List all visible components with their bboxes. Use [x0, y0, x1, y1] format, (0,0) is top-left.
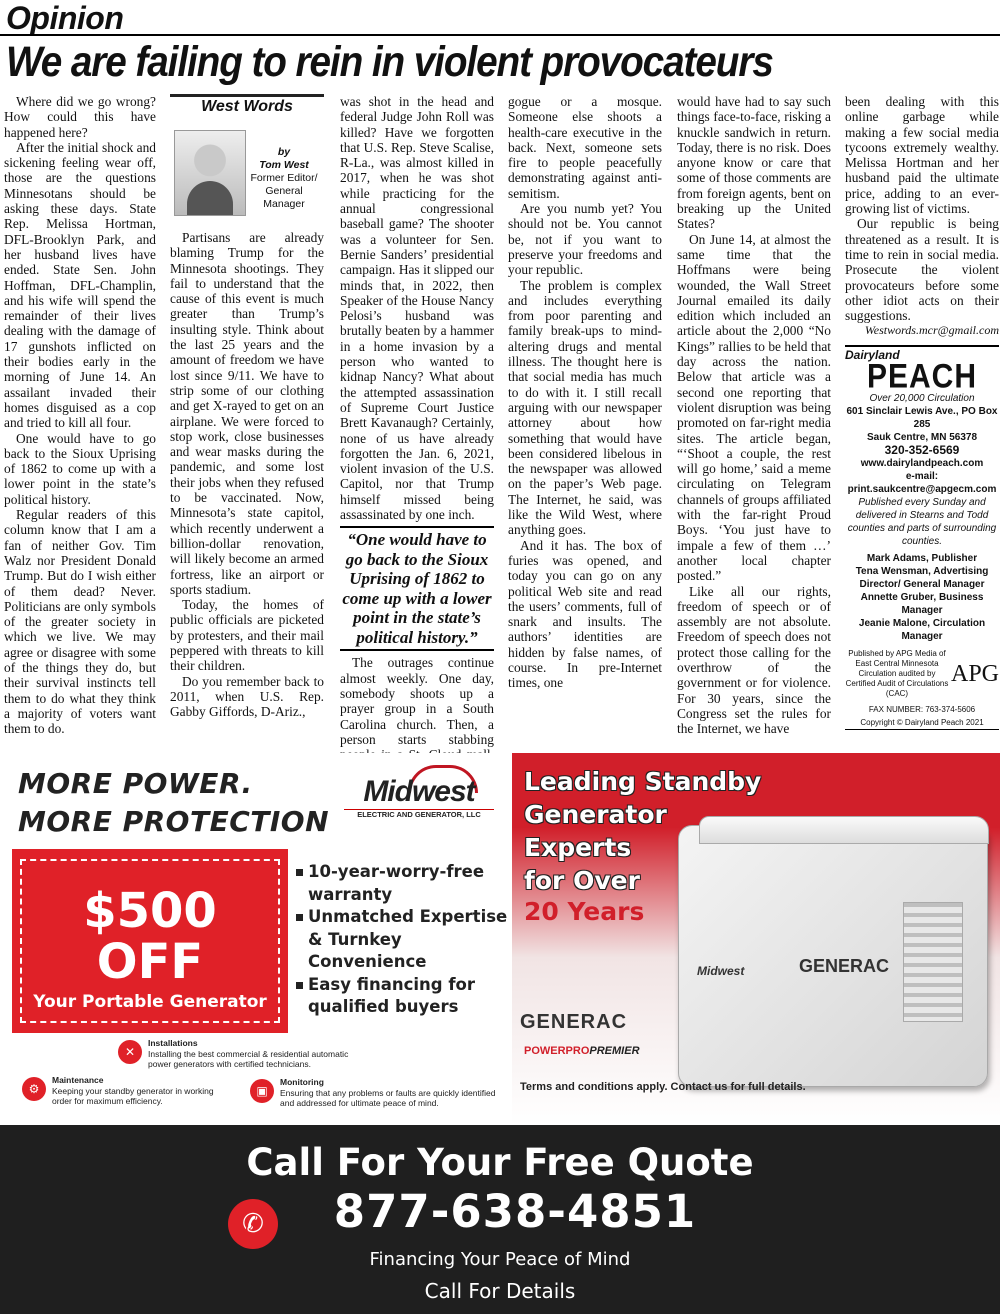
ad-left-panel — [0, 753, 512, 1125]
cta-phone[interactable]: 877-638-4851 — [333, 1185, 697, 1238]
cta-title: Call For Your Free Quote — [246, 1141, 754, 1184]
cta-financing: Financing Your Peace of Mind — [369, 1249, 631, 1270]
feature-monitoring — [250, 1077, 500, 1109]
feature-title: Monitoring — [280, 1077, 324, 1087]
website[interactable]: www.dairylandpeach.com — [860, 457, 984, 469]
staff-advertising: Tena Wensman, Advertising Director/ General Manager — [855, 565, 989, 590]
brand-sub: ELECTRIC AND GENERATOR, LLC — [344, 809, 494, 819]
ad-right-panel — [512, 753, 1000, 1125]
author-role: Former Editor/ General Manager — [250, 172, 318, 210]
ad-headline-line: Generator — [524, 800, 667, 829]
staff-circulation: Jeanie Malone, Circulation Manager — [858, 617, 986, 642]
apg-note: Published by APG Media of East Central Minnesota Circulation audited by Certified Audit of Circulations (CAC) — [845, 648, 949, 698]
coupon-amount: $500 — [83, 883, 217, 939]
apg-row — [845, 649, 999, 699]
generator-lid — [699, 816, 989, 844]
tools-icon: ✕ — [118, 1040, 142, 1064]
benefit-item: Unmatched Expertise & Turnkey Convenience — [294, 906, 509, 974]
article-headline: We are failing to rein in violent provocateurs — [6, 38, 773, 86]
feature-text: Installing the best commercial & residential automatic power generators with certified technicians. — [148, 1048, 349, 1069]
ad-headline-line: for Over — [524, 866, 640, 895]
author-name: Tom West — [259, 159, 309, 171]
terms: Terms and conditions apply. Contact us for full details. — [520, 1081, 806, 1093]
article-column-6 — [845, 94, 999, 730]
phone-icon: ✆ — [228, 1199, 278, 1249]
copyright: Copyright © Dairyland Peach 2021 — [860, 717, 984, 727]
premier-text: PREMIER — [589, 1045, 640, 1057]
coupon — [12, 849, 288, 1033]
paragraph: gogue or a mosque. Someone else shoots a health-care executive in the back. Next, someone sets fire to people peacefully demonstrating against anti-semitism. — [508, 94, 662, 201]
column-title: West Words — [170, 94, 324, 114]
section-rule — [0, 34, 1000, 36]
feature-title: Maintenance — [52, 1075, 104, 1085]
published-note: Published every Sunday and delivered in Stearns and Todd counties and parts of surrounding counties. — [847, 496, 997, 547]
paragraph: And it has. The box of furies was opened, and today you can go on any political Web site and read the users’ comments, full of snark and insults. The authors’ identities are hidden by false names, of course. In pre-Internet times, one — [508, 537, 662, 691]
paragraph: Regular readers of this column know that I am a fan of neither Gov. Tim Walz nor President Donald Trump. But do I wish either of them dead? Never. Politicians are only symbols of the greater society in which we live. We may agree or disagree with some of the things they do, but their survival instincts tell them to do what they think a majority of voters want them to do. — [4, 507, 156, 737]
coupon-item: Your Portable Generator — [33, 992, 267, 1012]
brand-name: Midwest — [363, 775, 475, 808]
paragraph: Do you remember back to 2011, when U.S. Rep. Gabby Giffords, D-Ariz., — [170, 673, 324, 720]
benefit-item: Easy financing for qualified buyers — [294, 974, 509, 1019]
paragraph: On June 14, at almost the same time that the Hoffmans were being wounded, the Wall Street Journal emailed its daily edition which included an article about the 2,000 “No Kings” rallies to be held that day across the nation. Below that article was a second one reporting that violent disruption was being promoted on far-right media sites. The article began, “‘Shoot a couple, the rest will go home,’ said a meme circulating on Telegram channels of groups affiliated with the far-right Proud Boys. ‘You just have to impale a few of them …’ another local chapter posted.” — [677, 231, 831, 584]
paragraph: One would have to go back to the Sioux Uprising of 1862 to come up with a lower point in the state’s political history. — [4, 430, 156, 507]
benefit-item: 10-year-worry-free warranty — [294, 861, 509, 906]
phone: 320-352-6569 — [884, 442, 960, 457]
circulation: Over 20,000 Circulation — [869, 392, 975, 404]
paragraph: The problem is complex and includes everything from poor parenting and family break-ups to mind-altering drugs and mental illness. The thought here is that social media has much to do with it. I still recall arguing with our newspaper attorney about how something that would have been considered libelous in the newspaper was allowed on the paper’s Web page. The Internet, he said, was like the Wild West, where anything goes. — [508, 277, 662, 538]
ad-slogan — [18, 765, 329, 841]
ad-headline-line: Experts — [524, 833, 632, 862]
paragraph: Today, the homes of public officials are picketed by protesters, and their mail peppered with threats to kill their children. — [170, 597, 324, 674]
masthead-top: Dairyland — [845, 347, 900, 362]
paragraph: Partisans are already blaming Trump for the Minnesota shootings. They fail to understand that the cause of this event is much greater than Trump’s insulting style. Think about the last 25 years and the amount of freedom we have lost since 9/11. We have to strip some of our clothing and get X-rayed to get on an airplane. We were forced to stop work, close businesses and wear masks during the pandemic, and some lost their jobs when they refused to be vaccinated. Now, Minnesota’s state capitol, which recently underwent a billion-dollar renovation, will likely become an armed fortress, like an airport or sports stadium. — [170, 230, 324, 597]
section-label: Opinion — [6, 0, 124, 36]
column-sig — [170, 94, 324, 226]
staff-business: Annette Gruber, Business Manager — [860, 591, 984, 616]
maintenance-icon: ⚙ — [22, 1077, 46, 1101]
powerpro-text: POWERPRO — [524, 1045, 590, 1057]
feature-installations — [118, 1038, 358, 1070]
ad-years: 20 Years — [524, 897, 645, 926]
paragraph: Where did we go wrong? How could this have happened here? — [4, 94, 156, 140]
masthead-logo: PEACH — [866, 357, 977, 396]
coupon-off: OFF — [96, 934, 204, 990]
generac-logo: GENERAC — [520, 1011, 628, 1033]
generator-image — [678, 825, 988, 1087]
paragraph: been dealing with this online garbage while making a few social media tycoons extremely wealthy. Melissa Hortman and her husband paid the ultimate price, adding to an ever-growing list of victims. — [845, 94, 999, 217]
feature-maintenance — [22, 1075, 232, 1107]
benefit-list — [294, 861, 509, 1019]
pull-quote: “One would have to go back to the Sioux Uprising of 1862 to come up with a lower point in the state’s political history.” — [340, 526, 494, 651]
author-email[interactable]: Westwords.mcr@gmail.com — [864, 323, 999, 338]
paragraph: Are you numb yet? You should not be. You cannot be, not if you want to preserve your freedoms and your republic. — [508, 201, 662, 278]
byline-by: by — [277, 146, 291, 158]
feature-title: Installations — [148, 1038, 198, 1048]
monitor-icon: ▣ — [250, 1079, 274, 1103]
feature-text: Keeping your standby generator in working order for maximum efficiency. — [52, 1085, 214, 1106]
paragraph: was shot in the head and federal Judge John Roll was killed? Have we forgotten that U.S. Rep. Steve Scalise, R-La., was almost killed in 2017, when he was shot while practicing for the annual congressional baseball game? The shooter was a volunteer for Sen. Bernie Sanders’ presidential campaign. Has it slipped our minds that, in 2022, then Speaker of the House Nancy Pelosi’s husband was brutally beaten by a hammer in a home invasion by a person who wanted to kidnap Nancy? What about the attempted assassination of Supreme Court Justice Brett Kavanaugh? Certainly, none of us have already forgotten the Jan. 6, 2021, violent invasion of the U.S. Capitol, nor that Trump himself missed being assassinated by one inch. — [340, 94, 494, 523]
staff-publisher: Mark Adams, Publisher — [866, 552, 978, 564]
email[interactable]: e-mail: print.saukcentre@apgecm.com — [847, 470, 997, 495]
ad-headline-line: Leading Standby — [524, 767, 762, 796]
generator-brand-label: GENERAC — [799, 956, 890, 976]
apg-logo: APG — [950, 660, 999, 687]
city: Sauk Centre, MN 56378 — [866, 431, 978, 443]
article-column-5 — [677, 94, 831, 736]
paragraph: would have had to say such things face-to-face, risking a knuckle sandwich in return. Today, there is no risk. Does anyone know or care that some of those comments are from foreign agents, bent on breaking up the United States? — [677, 94, 831, 232]
article-column-1 — [4, 94, 156, 736]
article-column-2 — [170, 94, 324, 720]
masthead-box — [845, 345, 999, 730]
generator-midwest-label: Midwest — [697, 964, 745, 978]
author-photo — [174, 130, 246, 216]
paragraph: After the initial shock and sickening feeling wear off, those are the questions Minnesotans should be asking these days. State Rep. Melissa Hortman, DFL-Brooklyn Park, and her husband lives have ended. State Sen. John Hoffman, DFL-Champlin, and his wife will spend the remainder of their lives dealing with the damage of 17 gunshots inflicted on their bodies early in the morning of June 14. An assailant invaded their homes disguised as a cop and tried to kill all four. — [4, 139, 156, 431]
paragraph: The outrages continue almost weekly. One day, somebody shoots up a prayer group in a South Carolina church. Then, a person starts stabbing — [340, 655, 494, 747]
article-column-3 — [340, 94, 494, 778]
slogan-line-1: MORE POWER. — [18, 767, 253, 800]
feature-text: Ensuring that any problems or faults are quickly identified and addressed for ultimate peace of mind. — [280, 1087, 496, 1108]
coupon-border — [20, 859, 280, 1023]
powerpro-logo — [524, 1045, 640, 1057]
byline — [246, 146, 322, 211]
midwest-logo — [344, 775, 494, 819]
article-column-4 — [508, 94, 662, 691]
slogan-line-2: MORE PROTECTION — [18, 805, 330, 838]
paragraph: Like all our rights, freedom of speech or of assembly are not absolute. Freedom of speech does not protect those calling for the overthrow of the government or for violence. For 30 years, since the Congress set the rules for the Internet, we have — [677, 583, 831, 737]
address: 601 Sinclair Lewis Ave., PO Box 285 — [846, 405, 998, 430]
ad-cta-band — [0, 1125, 1000, 1314]
cta-details: Call For Details — [424, 1279, 576, 1303]
generator-vent — [903, 902, 963, 1022]
generator-ad — [0, 753, 1000, 1314]
paragraph: Our republic is being threatened as a result. It is time to rein in social media. Prosecute the violent provocateurs before some other idiot acts on their suggestions. — [845, 216, 999, 324]
fax: FAX NUMBER: 763-374-5606 — [868, 704, 976, 714]
